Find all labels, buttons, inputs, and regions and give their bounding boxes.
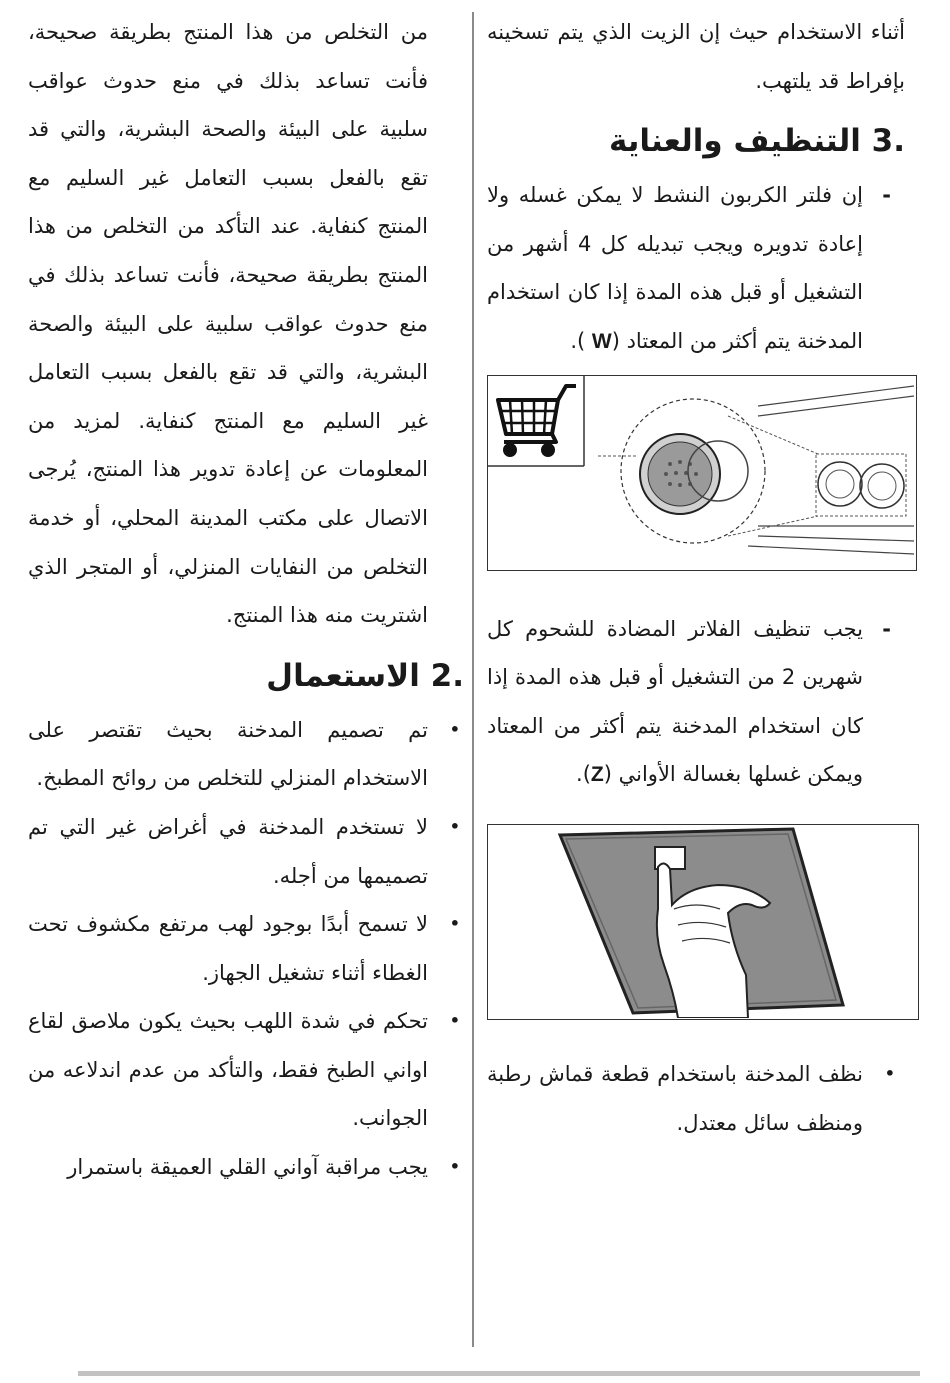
grease-filter-figure	[487, 824, 919, 1020]
grease-filter-illustration	[488, 825, 917, 1018]
list-item	[28, 803, 470, 900]
bullet-text: تم تصميم المدخنة بحيث تقتصر على الاستخدام المنزلي للتخلص من روائح المطبخ.	[28, 717, 428, 791]
section-2-heading	[28, 646, 464, 706]
list-item	[487, 1050, 905, 1147]
bullet-text: يجب مراقبة آواني القلي العميقة باستمرار	[67, 1155, 428, 1180]
bullet-marker: •	[449, 1011, 460, 1031]
bullet-text: لا تستخدم المدخنة في أغراض غير التي تم تصميمها من أجله.	[28, 814, 428, 888]
footer-rule	[78, 1371, 920, 1376]
dash-text: إن فلتر الكربون النشط لا يمكن غسله ولا إعادة تدويره ويجب تبديله كل 4 أشهر من التشغيل أو قبل هذه المدة إذا كان استخدام المدخنة يتم أكثر من المعتاد (	[487, 183, 863, 353]
bullet-marker: •	[884, 1063, 895, 1083]
list-item	[28, 900, 470, 997]
bullet-text: نظف المدخنة باستخدام قطعة قماش رطبة ومنظف سائل معتدل.	[487, 1061, 863, 1135]
carbon-filter-figure	[487, 375, 917, 571]
bullet-text: تحكم في شدة اللهب بحيث يكون ملاصق لقاع اواني الطبخ فقط، والتأكد من عدم اندلاعه من الجوانب.	[28, 1009, 428, 1131]
intro-paragraph: أثناء الاستخدام حيث إن الزيت الذي يتم تسخينه بإفراط قد يلتهب.	[487, 20, 905, 93]
section-3-heading	[487, 111, 905, 171]
dash-marker: -	[882, 183, 891, 208]
list-item	[28, 997, 470, 1143]
left-column	[28, 8, 464, 1192]
bullet-marker: •	[449, 816, 460, 836]
section-2-number: 2.	[430, 657, 464, 694]
list-item	[28, 706, 470, 803]
cleaning-bullet-list	[487, 1050, 905, 1147]
column-divider	[472, 12, 474, 1347]
figure-code-z: Z	[590, 763, 604, 787]
bullet-text: لا تسمح أبدًا بوجود لهب مرتفع مكشوف تحت الغطاء أثناء تشغيل الجهاز.	[28, 912, 428, 985]
shopping-cart-icon	[498, 386, 576, 455]
figure-code-w: W	[591, 329, 612, 353]
dash-text-end: ).	[576, 762, 591, 787]
section-3-title: التنظيف والعناية	[608, 123, 861, 160]
disposal-paragraph: من التخلص من هذا المنتج بطريقة صحيحة، فأنت تساعد بذلك في منع حدوث عواقب سلبية على البيئة والصحة البشرية، والتي قد تقع بالفعل بسبب التعامل غير السليم مع المنتج كنفاية. عند التأكد من التخلص من هذا المنتج بطريقة صحيحة، فأنت تساعد بذلك في منع حدوث عواقب سلبية على البيئة والصحة البشرية، والتي قد تقع بالفعل بسبب التعامل غير السليم مع المنتج كنفاية. لمزيد من المعلومات عن إعادة تدوير هذا المنتج، يُرجى الاتصال على مكتب المدينة المحلي، أو خدمة التخلص من النفايات المنزلي، أو المتجر الذي اشتريت منه هذا المنتج.	[28, 20, 428, 628]
dash-marker: -	[882, 616, 891, 641]
dash-item-grease-filter	[487, 605, 905, 800]
dash-text: يجب تنظيف الفلاتر المضادة للشحوم كل شهرين 2 من التشغيل أو قبل هذه المدة إذا كان استخدام المدخنة يتم أكثر من المعتاد ويمكن غسلها بغسالة الأواني (	[487, 616, 863, 787]
bullet-marker: •	[449, 914, 460, 934]
right-column	[487, 8, 905, 1147]
dash-text-end: ).	[570, 328, 592, 353]
list-item	[28, 1143, 470, 1192]
dash-item-carbon-filter	[487, 171, 905, 366]
carbon-filter-illustration	[488, 376, 915, 569]
bullet-marker: •	[449, 1157, 460, 1177]
bullet-marker: •	[449, 719, 460, 739]
section-3-number: 3.	[871, 123, 905, 160]
usage-bullet-list	[28, 706, 470, 1192]
section-2-title: الاستعمال	[266, 657, 420, 694]
